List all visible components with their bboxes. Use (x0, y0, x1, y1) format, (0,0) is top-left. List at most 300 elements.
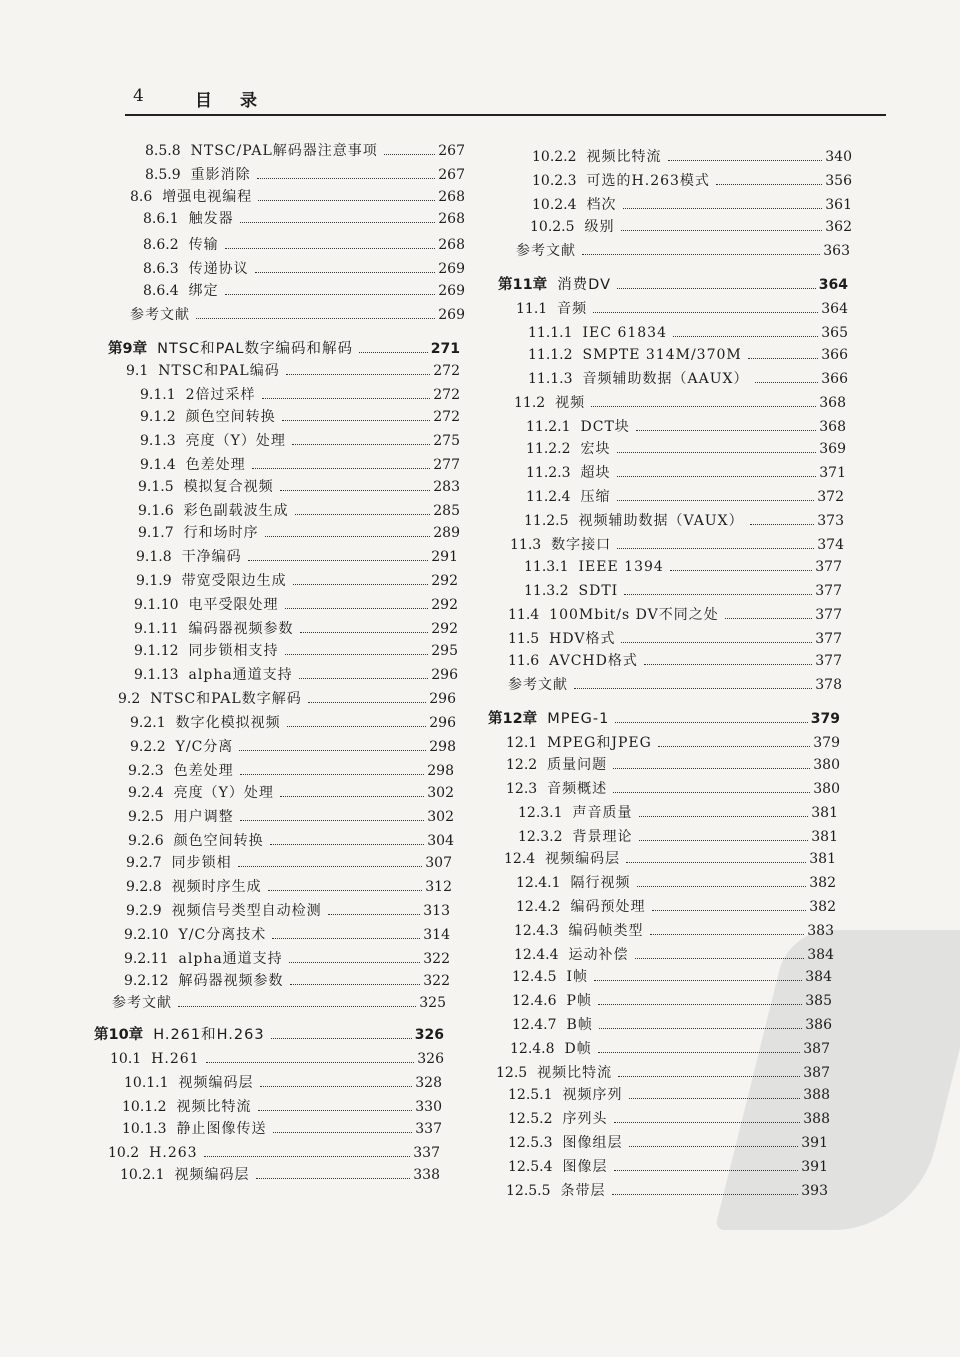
toc-entry-page: 383 (807, 923, 834, 939)
toc-entry-page: 368 (819, 419, 846, 435)
toc-entry (124, 924, 450, 946)
toc-entry (118, 688, 456, 710)
toc-entry (122, 1096, 442, 1118)
dot-leader (615, 722, 807, 723)
dot-leader (617, 548, 814, 549)
dot-leader (755, 382, 819, 383)
toc-entry (128, 782, 454, 804)
toc-entry-title: 序列头 (562, 1111, 608, 1127)
toc-entry-page: 298 (429, 739, 456, 755)
toc-entry-page: 314 (423, 927, 450, 943)
dot-leader (617, 500, 815, 501)
toc-entry (530, 216, 852, 238)
toc-entry (128, 760, 454, 782)
toc-entry-title: Y/C分离 (175, 739, 234, 755)
toc-entry-number: 9.1.4 (140, 457, 176, 473)
toc-entry (145, 164, 465, 186)
dot-leader (290, 984, 421, 985)
toc-entry-page: 372 (817, 489, 844, 505)
dot-leader (612, 1194, 799, 1195)
dot-leader (238, 866, 423, 867)
toc-entry-number: 10.2.4 (532, 197, 577, 213)
toc-entry-number: 11.1.3 (528, 371, 573, 387)
toc-entry-number: 8.5.8 (145, 143, 181, 159)
dot-leader (593, 312, 818, 313)
dot-leader (240, 820, 425, 821)
toc-entry-number: 10.2.2 (532, 149, 577, 165)
dot-leader (725, 618, 813, 619)
dot-leader (225, 248, 436, 249)
dot-leader (258, 200, 435, 201)
dot-leader (617, 452, 817, 453)
toc-entry-number: 第12章 (488, 711, 538, 727)
toc-entry-page: 313 (423, 903, 450, 919)
toc-entry-page: 269 (438, 283, 465, 299)
toc-entry-title: 电平受限处理 (188, 597, 279, 613)
toc-entry (506, 754, 840, 776)
dot-leader (256, 1178, 411, 1179)
dot-leader (280, 796, 424, 797)
toc-entry (108, 1142, 440, 1164)
toc-entry-number: 9.2.10 (124, 927, 169, 943)
toc-entry-title: HDV格式 (549, 631, 616, 647)
toc-entry-page: 269 (438, 261, 465, 277)
toc-entry-page: 381 (809, 851, 836, 867)
toc-entry-title: 压缩 (580, 489, 611, 505)
toc-entry-title: B帧 (566, 1017, 593, 1033)
toc-entry-number: 9.2.2 (130, 739, 166, 755)
toc-entry (138, 476, 460, 498)
toc-entry-number: 10.1 (110, 1051, 142, 1067)
toc-entry (508, 1132, 828, 1154)
toc-entry-page: 302 (427, 809, 454, 825)
toc-entry-title: SDTI (578, 583, 619, 599)
toc-entry-title: 超块 (580, 465, 611, 481)
dot-leader (252, 468, 431, 469)
toc-entry (130, 712, 456, 734)
dot-leader (285, 608, 429, 609)
toc-entry-title: SMPTE 314M/370M (582, 347, 742, 363)
toc-entry-page: 277 (433, 457, 460, 473)
toc-entry-number: 9.1.3 (140, 433, 176, 449)
toc-entry (124, 1072, 442, 1094)
toc-entry-title: H.263 (149, 1145, 198, 1161)
toc-entry (516, 298, 848, 320)
toc-entry-number: 11.2.3 (526, 465, 571, 481)
toc-entry (508, 650, 842, 672)
toc-entry (134, 640, 458, 662)
toc-entry-number: 10.2.1 (120, 1167, 165, 1183)
toc-entry-title: 图像层 (562, 1159, 608, 1175)
toc-entry-title: H.261和H.263 (153, 1027, 265, 1043)
toc-entry-number: 9.1.2 (140, 409, 176, 425)
toc-entry-number: 12.4.7 (512, 1017, 557, 1033)
toc-entry-page: 368 (819, 395, 846, 411)
dot-leader (673, 336, 818, 337)
toc-entry (514, 920, 834, 942)
dot-leader (629, 1098, 801, 1099)
dot-leader (282, 420, 431, 421)
toc-entry (122, 1118, 442, 1140)
page-number: 4 (133, 86, 144, 106)
toc-entry-number: 11.5 (508, 631, 540, 647)
toc-entry-title: 干净编码 (181, 549, 242, 565)
dot-leader (287, 726, 427, 727)
toc-entry-number: 12.5.3 (508, 1135, 553, 1151)
toc-entry (130, 186, 465, 208)
toc-entry (508, 1084, 830, 1106)
toc-entry-number: 11.1.1 (528, 325, 573, 341)
toc-entry-page: 283 (433, 479, 460, 495)
toc-entry-page: 386 (805, 1017, 832, 1033)
toc-entry-page: 291 (431, 549, 458, 565)
toc-entry-title: 同步锁相 (171, 855, 232, 871)
toc-entry (136, 546, 458, 568)
toc-entry-page: 340 (825, 149, 852, 165)
toc-entry-number: 11.4 (508, 607, 540, 623)
toc-entry-number: 9.2.8 (126, 879, 162, 895)
toc-entry (526, 416, 846, 438)
toc-entry (532, 194, 852, 216)
toc-entry-number: 12.4.2 (516, 899, 561, 915)
toc-entry (516, 896, 836, 918)
toc-entry (508, 604, 842, 626)
toc-entry-number: 9.1.7 (138, 525, 174, 541)
dot-leader (286, 374, 431, 375)
dot-leader (591, 406, 816, 407)
toc-entry-number: 9.2.1 (130, 715, 166, 731)
toc-entry-page: 387 (803, 1041, 830, 1057)
dot-leader (582, 254, 820, 255)
toc-entry-title: 绑定 (188, 283, 219, 299)
dot-leader (239, 750, 426, 751)
toc-entry-page: 388 (803, 1087, 830, 1103)
toc-entry-page: 380 (813, 781, 840, 797)
toc-entry-title: alpha通道支持 (178, 951, 283, 967)
dot-leader (599, 1028, 802, 1029)
toc-entry (134, 594, 458, 616)
toc-entry-number: 9.1.1 (140, 387, 176, 403)
toc-entry-page: 362 (825, 219, 852, 235)
toc-entry-page: 302 (427, 785, 454, 801)
toc-entry-title: 视频时序生成 (171, 879, 262, 895)
toc-entry-number: 10.2.3 (532, 173, 577, 189)
dot-leader (624, 594, 812, 595)
toc-entry-page: 307 (425, 855, 452, 871)
toc-entry-number: 9.1.11 (134, 621, 179, 637)
toc-entry-number: 11.2.2 (526, 441, 571, 457)
toc-entry (528, 322, 848, 344)
toc-entry-title: 编码器视频参数 (188, 621, 294, 637)
toc-entry-number: 11.2.5 (524, 513, 569, 529)
toc-entry-title: 色差处理 (173, 763, 234, 779)
toc-entry-page: 393 (801, 1183, 828, 1199)
toc-entry-title: 运动补偿 (568, 947, 629, 963)
toc-entry (143, 280, 465, 302)
dot-leader (623, 208, 823, 209)
toc-entry (510, 534, 844, 556)
toc-entry (130, 736, 456, 758)
toc-entry-page: 296 (429, 691, 456, 707)
toc-entry-title: 彩色副载波生成 (183, 503, 289, 519)
toc-entry-title: 重影消除 (190, 167, 251, 183)
toc-entry-page: 374 (817, 537, 844, 553)
toc-entry-number: 12.4 (504, 851, 536, 867)
toc-entry-number: 12.5 (496, 1065, 528, 1081)
toc-entry-number: 12.4.5 (512, 969, 557, 985)
toc-entry (126, 852, 452, 874)
dot-leader (271, 1038, 412, 1039)
toc-entry (496, 1062, 830, 1084)
toc-entry-page: 322 (423, 973, 450, 989)
toc-entry-page: 379 (810, 711, 840, 727)
toc-entry-page: 275 (433, 433, 460, 449)
toc-entry-title: 颜色空间转换 (185, 409, 276, 425)
toc-entry-page: 295 (431, 643, 458, 659)
toc-entry (136, 570, 458, 592)
dot-leader (598, 1052, 801, 1053)
dot-leader (359, 352, 428, 353)
toc-entry (518, 826, 838, 848)
toc-entry-number: 11.6 (508, 653, 540, 669)
dot-leader (668, 160, 823, 161)
dot-leader (273, 1132, 413, 1133)
dot-leader (240, 774, 425, 775)
toc-entry-page: 271 (430, 341, 460, 357)
toc-entry-page: 384 (805, 969, 832, 985)
toc-entry-title: 2倍过采样 (185, 387, 256, 403)
toc-entry (526, 462, 846, 484)
toc-entry (506, 732, 840, 754)
toc-entry (526, 486, 844, 508)
toc-entry-title: MPEG和JPEG (547, 735, 652, 751)
toc-entry (134, 618, 458, 640)
toc-entry-number: 12.4.3 (514, 923, 559, 939)
page-title: 目录 (195, 91, 285, 111)
toc-entry-page: 292 (431, 621, 458, 637)
dot-leader (639, 816, 809, 817)
toc-entry-page: 373 (817, 513, 844, 529)
toc-entry-page: 365 (821, 325, 848, 341)
toc-entry-page: 268 (438, 211, 465, 227)
toc-entry-title: 用户调整 (173, 809, 234, 825)
toc-entry-page: 272 (433, 387, 460, 403)
dot-leader (614, 1122, 801, 1123)
toc-entry-number: 9.2.6 (128, 833, 164, 849)
toc-entry-title: 亮度（Y）处理 (185, 433, 286, 449)
toc-entry-title: 音频辅助数据（AAUX） (582, 371, 749, 387)
toc-entry-page: 361 (825, 197, 852, 213)
toc-entry-page: 292 (431, 597, 458, 613)
toc-entry-number: 12.1 (506, 735, 538, 751)
toc-entry-page: 326 (414, 1027, 444, 1043)
toc-entry-number: 11.3.1 (524, 559, 569, 575)
toc-entry-number: 9.2.11 (124, 951, 169, 967)
dot-leader (574, 688, 812, 689)
dot-leader (293, 584, 429, 585)
toc-entry-page: 326 (417, 1051, 444, 1067)
dot-leader (635, 958, 805, 959)
toc-entry-title: 色差处理 (185, 457, 246, 473)
toc-entry (506, 1180, 828, 1202)
toc-entry (514, 944, 834, 966)
toc-entry-number: 12.4.1 (516, 875, 561, 891)
toc-entry-number: 9.2.4 (128, 785, 164, 801)
toc-entry-page: 292 (431, 573, 458, 589)
toc-entry-title: P帧 (566, 993, 592, 1009)
toc-entry (124, 948, 450, 970)
toc-entry-page: 272 (433, 363, 460, 379)
toc-entry-number: 11.2.1 (526, 419, 571, 435)
toc-entry-title: 音频 (557, 301, 588, 317)
dot-leader (204, 1156, 411, 1157)
toc-entry-page: 364 (821, 301, 848, 317)
toc-entry-number: 12.2 (506, 757, 538, 773)
toc-entry (145, 140, 465, 162)
dot-leader (285, 654, 429, 655)
toc-entry (140, 384, 460, 406)
toc-entry-title: 解码器视频参数 (178, 973, 284, 989)
toc-entry-number: 第9章 (108, 341, 148, 357)
toc-entry-title: IEEE 1394 (578, 559, 664, 575)
toc-entry-title: 视频编码层 (545, 851, 621, 867)
dot-leader (240, 222, 436, 223)
toc-entry-title: NTSC和PAL编码 (158, 363, 280, 379)
toc-chapter-entry (488, 708, 840, 730)
toc-entry-page: 366 (821, 371, 848, 387)
toc-entry-title: IEC 61834 (582, 325, 667, 341)
dot-leader (716, 184, 822, 185)
toc-entry-title: 参考文献 (516, 243, 576, 259)
dot-leader (268, 890, 423, 891)
toc-entry-page: 268 (438, 189, 465, 205)
toc-entry-title: 编码帧类型 (568, 923, 644, 939)
toc-entry (140, 430, 460, 452)
toc-entry-number: 12.5.1 (508, 1087, 553, 1103)
header-rule (125, 114, 886, 116)
toc-entry (134, 664, 458, 686)
toc-entry-title: 模拟复合视频 (183, 479, 274, 495)
toc-entry-number: 11.3 (510, 537, 542, 553)
toc-entry (510, 1038, 830, 1060)
toc-entry (528, 344, 848, 366)
toc-entry-page: 391 (801, 1135, 828, 1151)
toc-entry-title: AVCHD格式 (549, 653, 638, 669)
toc-entry (518, 802, 838, 824)
toc-entry-number: 11.3.2 (524, 583, 569, 599)
toc-entry-title: 参考文献 (508, 677, 568, 693)
toc-entry-title: 声音质量 (572, 805, 633, 821)
toc-entry-title: 条带层 (560, 1183, 606, 1199)
toc-entry-page: 391 (801, 1159, 828, 1175)
toc-entry (524, 510, 844, 532)
toc-entry-page: 384 (807, 947, 834, 963)
toc-entry-page: 267 (438, 167, 465, 183)
toc-entry-number: 9.2.9 (126, 903, 162, 919)
toc-entry-number: 12.4.6 (512, 993, 557, 1009)
dot-leader (614, 1170, 799, 1171)
toc-entry-page: 377 (815, 583, 842, 599)
dot-leader (636, 430, 816, 431)
toc-entry (516, 872, 836, 894)
toc-entry-title: 级别 (584, 219, 615, 235)
toc-entry-page: 325 (419, 995, 446, 1011)
toc-entry-title: 视频信号类型自动检测 (171, 903, 322, 919)
toc-entry (508, 1156, 828, 1178)
toc-entry-page: 363 (823, 243, 850, 259)
toc-entry-page: 388 (803, 1111, 830, 1127)
toc-entry (143, 234, 465, 256)
toc-entry-title: 视频比特流 (537, 1065, 613, 1081)
toc-entry-page: 381 (811, 829, 838, 845)
toc-entry-title: 音频概述 (547, 781, 608, 797)
dot-leader (650, 934, 805, 935)
toc-entry-page: 269 (438, 307, 465, 323)
toc-entry-title: 同步锁相支持 (188, 643, 279, 659)
toc-entry-title: 增强电视编程 (162, 189, 253, 205)
toc-entry-page: 382 (809, 899, 836, 915)
toc-entry-number: 12.3.2 (518, 829, 563, 845)
toc-entry (532, 170, 852, 192)
dot-leader (272, 938, 420, 939)
dot-leader (308, 702, 427, 703)
toc-entry-page: 364 (818, 277, 848, 293)
toc-entry-title: 传输 (188, 237, 219, 253)
toc-entry (524, 556, 842, 578)
dot-leader (629, 1146, 799, 1147)
toc-entry (128, 830, 454, 852)
toc-entry (110, 1048, 444, 1070)
toc-entry-page: 378 (815, 677, 842, 693)
toc-entry-page: 371 (819, 465, 846, 481)
dot-leader (178, 1006, 416, 1007)
toc-chapter-entry (94, 1024, 444, 1046)
toc-entry (120, 1164, 440, 1186)
toc-entry-page: 337 (413, 1145, 440, 1161)
toc-entry-page: 272 (433, 409, 460, 425)
toc-entry (504, 848, 836, 870)
dot-leader (257, 178, 436, 179)
dot-leader (670, 570, 812, 571)
dot-leader (617, 476, 817, 477)
toc-entry-title: 可选的H.263模式 (586, 173, 710, 189)
toc-entry (126, 900, 450, 922)
toc-entry (514, 392, 846, 414)
dot-leader (206, 1062, 415, 1063)
dot-leader (594, 980, 802, 981)
toc-entry-page: 296 (431, 667, 458, 683)
toc-entry-number: 9.1.12 (134, 643, 179, 659)
toc-entry-number: 9.2.12 (124, 973, 169, 989)
toc-entry-number: 10.1.2 (122, 1099, 167, 1115)
dot-leader (299, 678, 429, 679)
dot-leader (280, 490, 431, 491)
toc-entry-page: 387 (803, 1065, 830, 1081)
toc-entry-number: 9.2.7 (126, 855, 162, 871)
toc-entry-number: 第11章 (498, 277, 548, 293)
toc-entry-title: 视频编码层 (174, 1167, 250, 1183)
dot-leader (196, 318, 435, 319)
page-header (125, 84, 885, 114)
toc-entry-number: 9.2 (118, 691, 141, 707)
toc-entry (143, 208, 465, 230)
toc-entry-title: 参考文献 (130, 307, 190, 323)
toc-entry-page: 289 (433, 525, 460, 541)
dot-leader (644, 664, 812, 665)
toc-entry-page: 267 (438, 143, 465, 159)
dot-leader (658, 746, 811, 747)
dot-leader (255, 272, 436, 273)
